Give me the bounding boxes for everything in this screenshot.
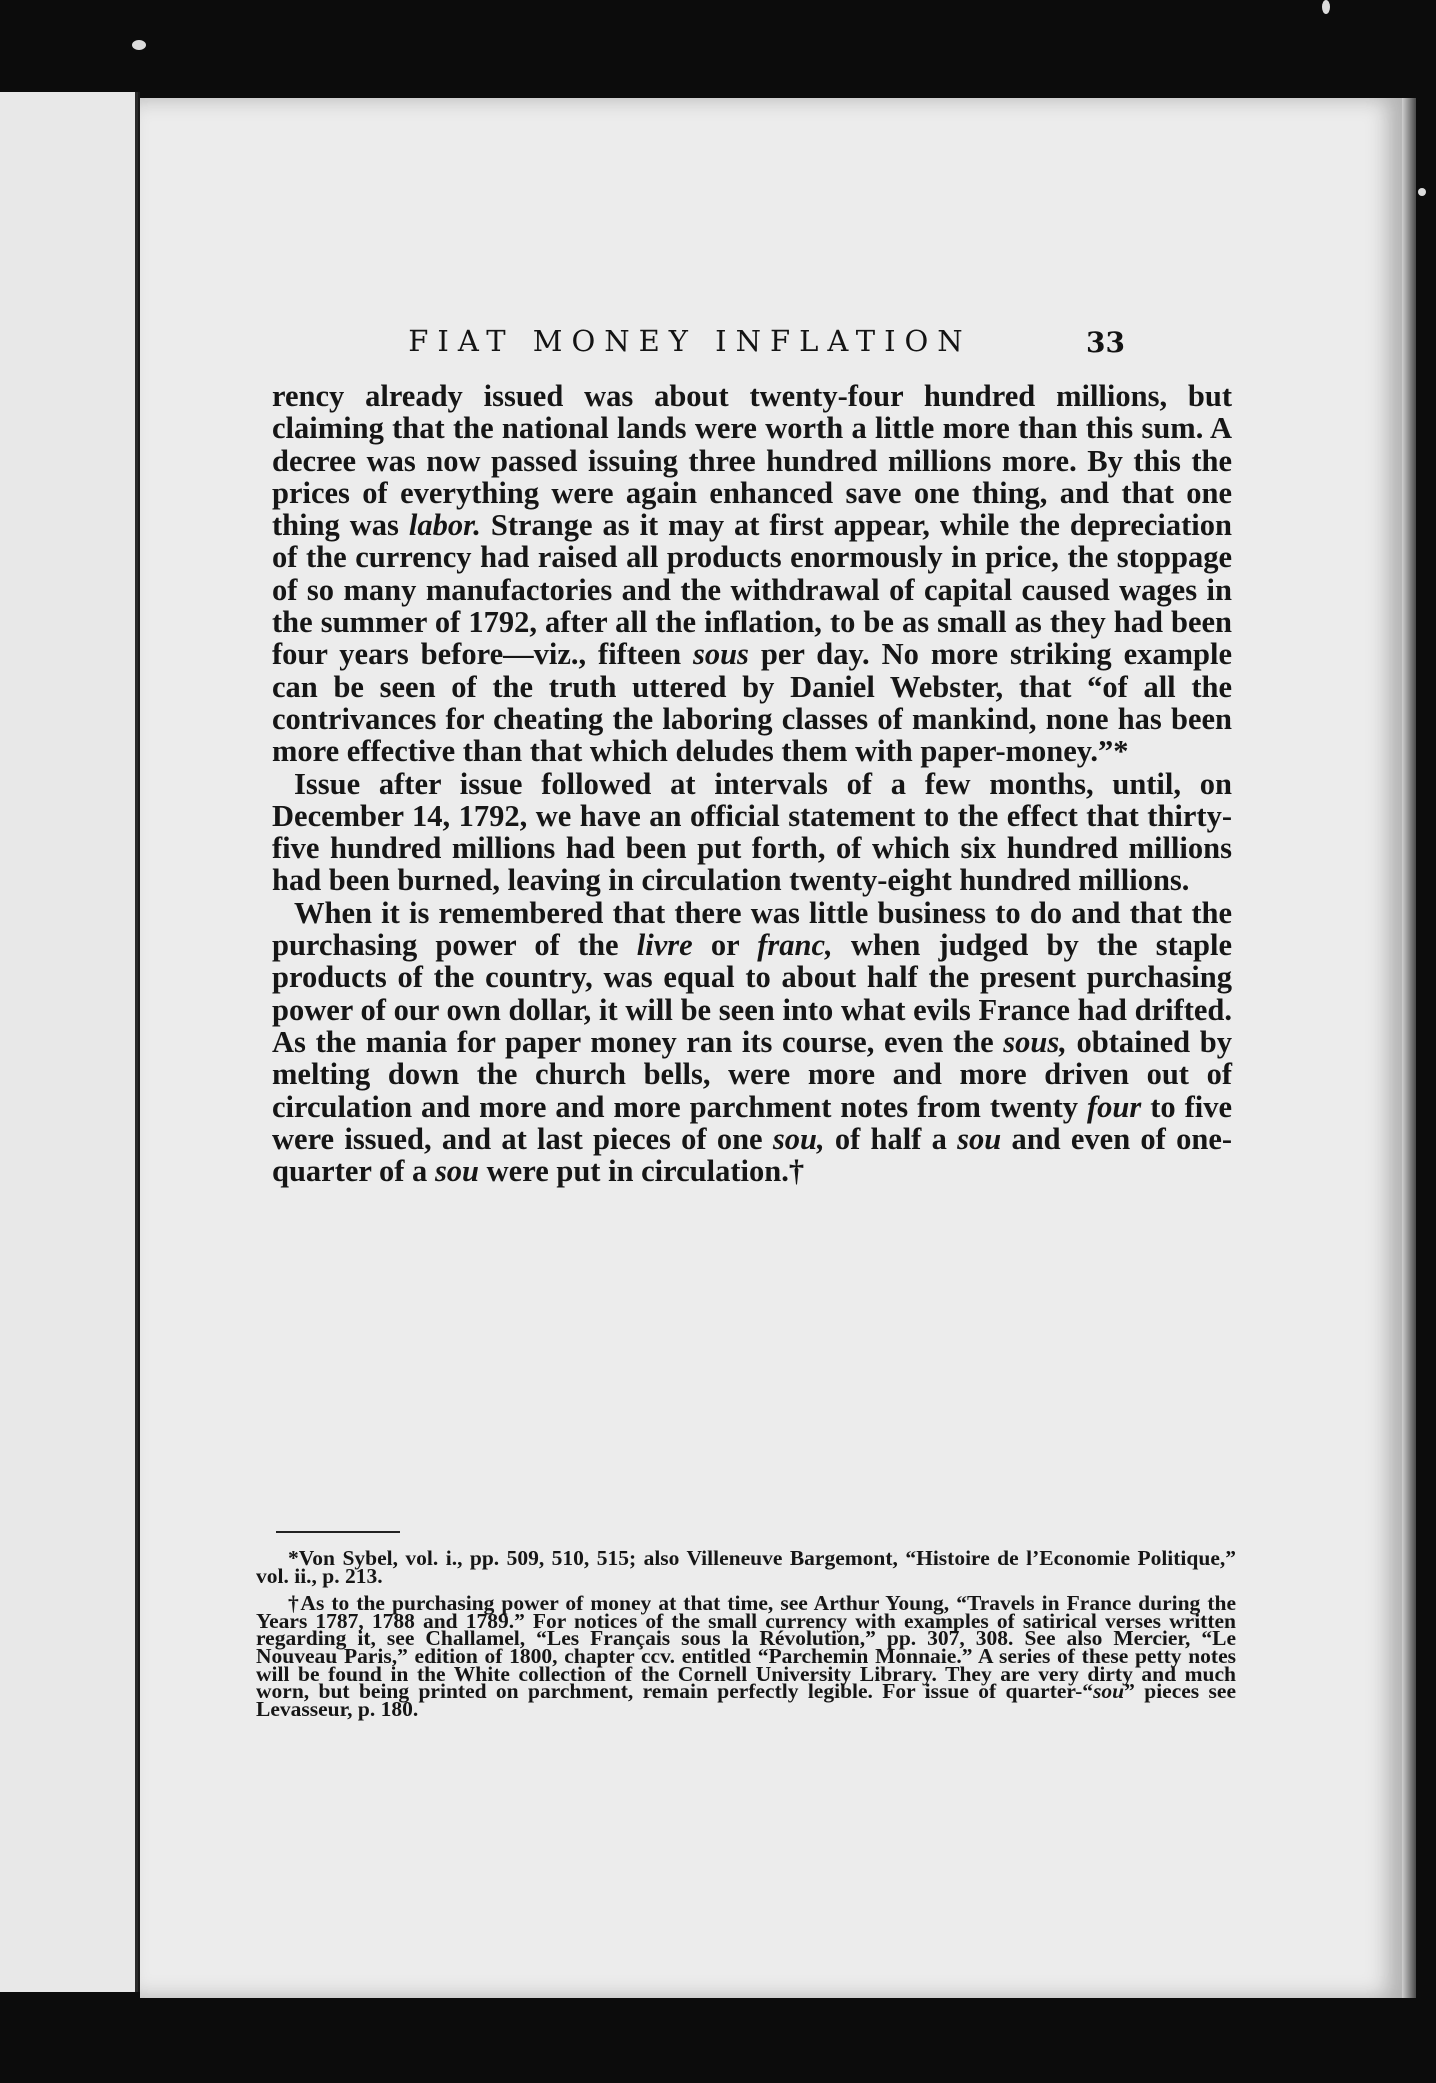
p3-italic-sou-3: sou	[434, 1154, 480, 1189]
p1-italic-sous: sous	[692, 637, 749, 672]
footnotes	[256, 1546, 1236, 1728]
main-text	[272, 380, 1232, 1187]
p3-text-1: When it is remembered that there was little business to do and that the purchasing power of the	[272, 895, 1232, 963]
p3-italic-franc: franc,	[757, 928, 833, 963]
scan-speck	[1418, 188, 1426, 196]
p3-text-7: and even of one-quarter of a	[272, 1121, 1233, 1189]
paragraph-2: Issue after issue followed at intervals of a few months, until, on December 14, 1792, we have an official statement to the effect that thirty-five hundred millions had been put forth, of which six hundred millions had been burned, leaving in circulation twenty-eight hundred millions.	[272, 766, 1232, 898]
scan-speck	[132, 40, 146, 50]
p3-text-4: obtained by melting down the church bells, were more and more driven out of circulation and more and more parchment notes from twenty	[272, 1024, 1232, 1124]
facing-page-edge	[0, 92, 140, 1992]
p3-italic-sous: sous,	[1003, 1024, 1067, 1059]
p1-text-1: rency already issued was about twenty-four hundred millions, but claiming that the national lands were worth a little more than this sum. A decree was now passed issuing three hundred millions more. By this the prices of everything were again enhanced save one thing, and that one thing was	[272, 379, 1232, 543]
p3-text-2: or	[692, 928, 758, 963]
p1-text-2: Strange as it may at first appear, while the depreciation of the currency had raised all products enormously in price, the stoppage of so many manufactories and the withdrawal of capital caused wages in the summer of 1792, after all the inflation, to be as small as they had been four years before—viz., fifteen	[272, 508, 1232, 672]
page-edge-shadow	[1402, 98, 1416, 1998]
paragraph-1	[272, 380, 1232, 768]
p3-text-5: to five were issued, and at last pieces of one	[272, 1089, 1232, 1156]
page-number: 33	[1086, 326, 1125, 359]
p3-text-3: when judged by the staple products of the country, was equal to about half the present purchasing power of our own dollar, it will be seen into what evils France had drifted. As the mania for paper money ran its course, even the	[272, 928, 1232, 1059]
p3-text-8: were put in circulation.†	[479, 1154, 805, 1189]
p3-text-6: of half a	[824, 1121, 958, 1156]
footnote-2	[256, 1591, 1236, 1721]
p3-italic-sou-2: sou	[957, 1121, 1002, 1156]
scan-speck	[1322, 0, 1330, 14]
p1-italic-labor: labor.	[408, 508, 481, 543]
p3-italic-livre: livre	[636, 928, 693, 963]
f2-italic-sou: sou	[1093, 1679, 1125, 1704]
f2-text-1: †As to the purchasing power of money at that time, see Arthur Young, “Travels in France during the Years 1787, 1788 and 1789.” For notices of the small currency with examples of satirical verses written regarding it, see Challamel, “Les Français sous la Révolution,” pp. 307, 308. See also Mercier, “Le Nouveau Paris,” edition of 1800, chapter ccv. entitled “Parchemin Monnaie.” A series of these petty notes will be found in the White collection of the Cornell University Library. They are very dirty and much worn, but being printed on parchment, remain perfectly legible. For issue of quarter-“	[256, 1591, 1236, 1704]
p3-italic-sou-1: sou,	[772, 1121, 825, 1156]
footnote-divider	[276, 1531, 400, 1533]
running-head: FIAT MONEY INFLATION	[408, 324, 972, 358]
book-page	[140, 98, 1402, 1998]
p3-italic-four: four	[1086, 1089, 1142, 1124]
paragraph-3	[272, 897, 1232, 1188]
p1-text-3: per day. No more striking example can be seen of the truth uttered by Daniel Webster, that “of all the contrivances for cheating the laboring classes of mankind, none has been more effective than that which deludes them with paper-money.”*	[272, 637, 1232, 769]
f2-text-2: ” pieces see Levasseur, p. 180.	[256, 1679, 1236, 1721]
footnote-1: *Von Sybel, vol. i., pp. 509, 510, 515; also Villeneuve Bargemont, “Histoire de l’Economie Politique,” vol. ii., p. 213.	[256, 1546, 1236, 1588]
